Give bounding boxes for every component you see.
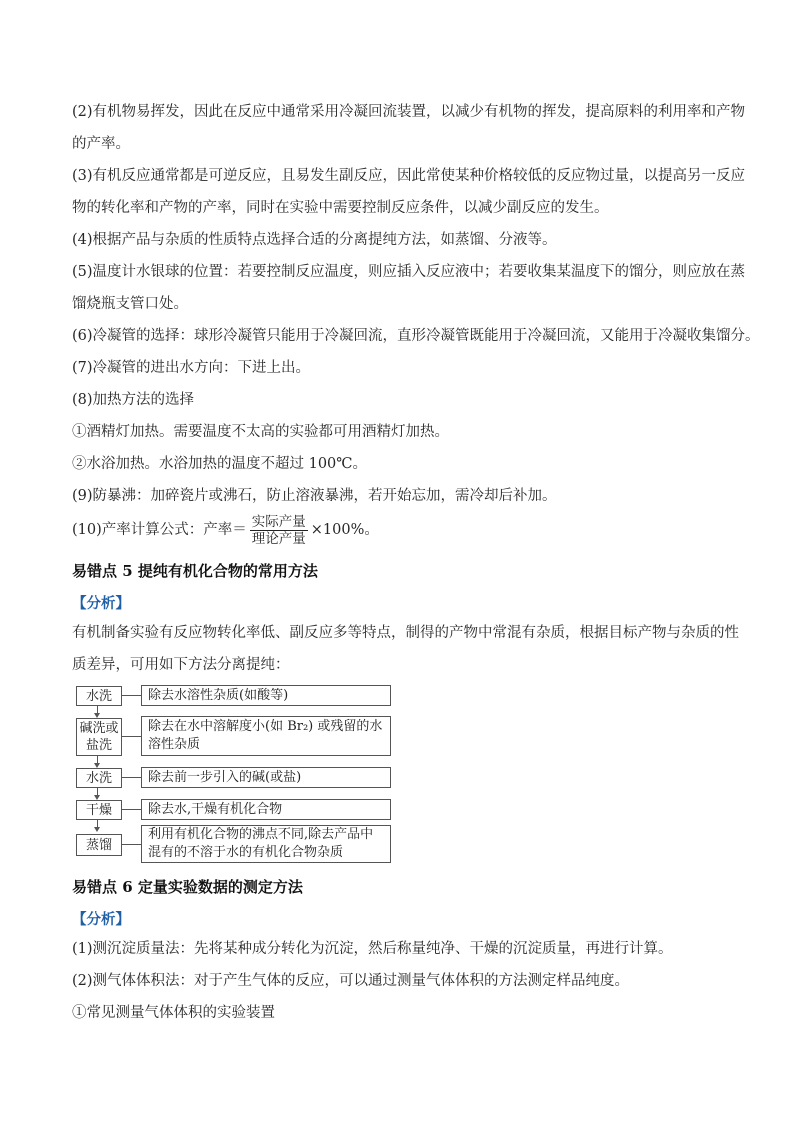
section-6-analysis-tag: 【分析】 (72, 911, 130, 928)
flow-connector (121, 736, 141, 737)
yield-numerator: 实际产量 (251, 513, 306, 530)
yield-fraction (250, 514, 308, 547)
paragraph-5-line2: 馏烧瓶支管口处。 (72, 296, 188, 312)
flow-step-water-wash-2: 水洗 (76, 768, 122, 788)
flow-step-alkali-or-salt-wash: 碱洗或盐洗 (76, 718, 122, 756)
flow-connector (121, 695, 141, 696)
flow-desc-distill: 利用有机化合物的沸点不同,除去产品中混有的不溶于水的有机化合物杂质 (141, 825, 391, 863)
paragraph-8-item-1: ①酒精灯加热。需要温度不太高的实验都可用酒精灯加热。 (72, 424, 449, 440)
flow-desc-alkali-or-salt-wash: 除去在水中溶解度小(如 Br₂) 或残留的水溶性杂质 (141, 716, 391, 756)
flow-desc-dry: 除去水,干燥有机化合物 (141, 799, 391, 820)
flow-desc-water-wash-2: 除去前一步引入的碱(或盐) (141, 767, 391, 788)
flow-step-distill: 蒸馏 (76, 834, 122, 856)
yield-denominator: 理论产量 (251, 530, 306, 547)
paragraph-3-line2: 物的转化率和产物的产率，同时在实验中需要控制反应条件，以减少副反应的发生。 (72, 200, 609, 216)
section-5-intro-line1: 有机制备实验有反应物转化率低、副反应多等特点，制得的产物中常混有杂质，根据目标产物与杂质的性 (72, 625, 739, 641)
section-5-heading: 易错点 5 提纯有机化合物的常用方法 (72, 562, 318, 580)
flow-step-water-wash-1: 水洗 (76, 686, 122, 706)
paragraph-2-line2: 的产率。 (72, 136, 130, 152)
flow-connector (121, 844, 141, 845)
paragraph-8: (8)加热方法的选择 (72, 392, 195, 408)
section-5-intro-line2: 质差异，可用如下方法分离提纯： (72, 657, 290, 673)
paragraph-10 (72, 513, 379, 547)
flow-desc-water-wash-1: 除去水溶性杂质(如酸等) (141, 685, 391, 706)
yield-formula-prefix: (10)产率计算公式：产率＝ (72, 522, 247, 538)
paragraph-4: (4)根据产品与杂质的性质特点选择合适的分离提纯方法，如蒸馏、分液等。 (72, 232, 557, 248)
flow-arrow-down-icon (94, 827, 100, 832)
section-6-paragraph-1: (1)测沉淀质量法：先将某种成分转化为沉淀，然后称量纯净、干燥的沉淀质量，再进行计算。 (72, 941, 673, 957)
paragraph-9: (9)防暴沸：加碎瓷片或沸石，防止溶液暴沸，若开始忘加，需冷却后补加。 (72, 488, 557, 504)
section-6-paragraph-2: (2)测气体体积法：对于产生气体的反应，可以通过测量气体体积的方法测定样品纯度。 (72, 973, 630, 989)
section-6-paragraph-2-item-1: ①常见测量气体体积的实验装置 (72, 1005, 275, 1021)
paragraph-7: (7)冷凝管的进出水方向：下进上出。 (72, 360, 311, 376)
paragraph-6: (6)冷凝管的选择：球形冷凝管只能用于冷凝回流，直形冷凝管既能用于冷凝回流，又能用于冷凝收集馏分。 (72, 328, 760, 344)
section-6-heading: 易错点 6 定量实验数据的测定方法 (72, 878, 303, 896)
section-5-analysis-tag: 【分析】 (72, 595, 130, 612)
paragraph-3-line1: (3)有机反应通常都是可逆反应，且易发生副反应，因此常使某种价格较低的反应物过量，以提高另一反应 (72, 168, 746, 184)
yield-formula-suffix: ×100%。 (310, 522, 379, 538)
flow-step-dry: 干燥 (76, 800, 122, 820)
paragraph-2-line1: (2)有机物易挥发，因此在反应中通常采用冷凝回流装置，以减少有机物的挥发，提高原料的利用率和产物 (72, 104, 746, 120)
paragraph-5-line1: (5)温度计水银球的位置：若要控制反应温度，则应插入反应液中；若要收集某温度下的馏分，则应放在蒸 (72, 264, 746, 280)
paragraph-8-item-2: ②水浴加热。水浴加热的温度不超过 100℃。 (72, 456, 368, 472)
flow-connector (121, 777, 141, 778)
flow-connector (121, 809, 141, 810)
